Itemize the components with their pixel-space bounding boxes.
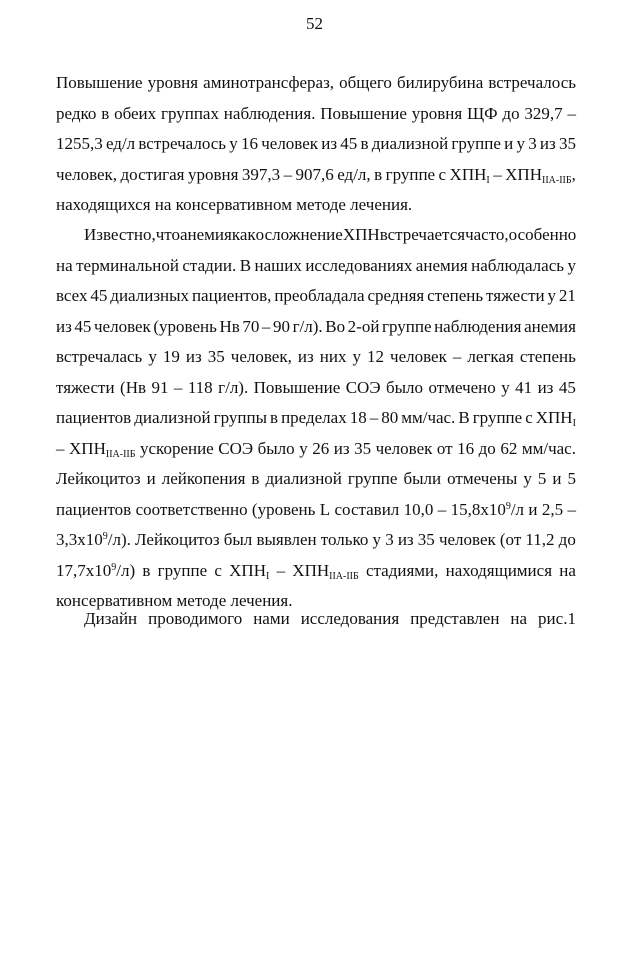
word: г/л).: [218, 377, 249, 397]
word: Повышение: [320, 103, 407, 123]
word: ускорение: [140, 438, 214, 458]
word: $15,8x10^9/л$: [450, 499, 525, 519]
word: –: [173, 377, 183, 397]
word: группе: [472, 408, 523, 427]
word: Лейкоцитоз: [56, 469, 141, 488]
word: из: [397, 530, 414, 549]
word: –: [452, 347, 462, 366]
word: человек,: [230, 347, 292, 366]
word: $ХПН_I$: [535, 408, 576, 429]
word: и: [552, 469, 562, 488]
word: 45: [74, 316, 92, 336]
word: наблюдения.: [223, 103, 316, 123]
word: –: [261, 316, 271, 336]
word: нами: [253, 609, 290, 628]
paragraph-1-line-5: находящихся на консервативном методе лечения.: [56, 195, 413, 214]
word: из: [537, 377, 554, 397]
word: 5: [537, 469, 547, 488]
word: ед/л: [105, 134, 136, 153]
word: легкая: [467, 347, 514, 366]
word: на: [510, 609, 528, 628]
word: 62: [500, 438, 518, 458]
word: было: [385, 377, 424, 397]
word: СОЭ: [345, 377, 381, 397]
word: $17,7x10^9/л$): [56, 560, 136, 580]
word: от: [436, 438, 453, 458]
word: тяжести: [56, 377, 115, 397]
text-line-with-superscripts: [56, 525, 576, 556]
word: на: [559, 560, 576, 580]
word: у: [547, 286, 557, 305]
word: в: [374, 164, 383, 184]
paragraph-2-line-13: консервативном методе лечения.: [56, 591, 293, 610]
word: 10,0: [403, 499, 434, 519]
word: проводимого: [148, 609, 243, 628]
word: В: [458, 408, 470, 427]
word: ед/л,: [337, 164, 371, 184]
text-line: [56, 190, 576, 221]
word: человек: [93, 316, 151, 336]
text-line-with-subscripts: [56, 403, 576, 434]
word: в: [101, 103, 110, 123]
word: лейкопения: [161, 469, 246, 488]
word: общего: [339, 73, 392, 92]
word: соответственно: [135, 499, 248, 519]
text-line: [56, 220, 576, 251]
word: из: [56, 316, 72, 336]
word: до: [558, 530, 576, 549]
paragraph-3-line-1: [84, 604, 576, 635]
word: представлен: [410, 609, 500, 628]
word: 329,7: [524, 103, 563, 123]
word: Известно,: [84, 225, 156, 244]
word: аминотрансфераз,: [203, 73, 335, 92]
word: тяжести: [486, 286, 545, 305]
word: в: [251, 469, 260, 488]
word: группах: [160, 103, 219, 123]
word: группе: [385, 164, 436, 184]
text-line: [56, 99, 576, 130]
word: 2,5: [541, 499, 564, 519]
word: (уровень: [153, 316, 217, 336]
word: диализной: [265, 469, 342, 488]
word: L: [319, 499, 331, 519]
word: 80: [381, 408, 399, 427]
word: уровня: [411, 103, 463, 123]
word: уровня: [147, 73, 199, 92]
text-line-with-superscripts: [56, 495, 576, 526]
word: $ХПН_{IIA-IIБ}$,: [505, 164, 576, 186]
word: ЩФ: [467, 103, 498, 123]
word: 1255,3: [56, 134, 103, 153]
word: до: [478, 438, 496, 458]
word: 91: [151, 377, 169, 397]
word: (Нв: [120, 377, 146, 397]
word: 70: [242, 316, 260, 336]
page-number: 52: [306, 14, 323, 33]
word: 118: [187, 377, 213, 397]
word: Повышение: [253, 377, 341, 397]
word: терминальной: [76, 255, 179, 275]
word: $ХПН_{IIA-IIБ}$: [69, 438, 136, 460]
word: –: [56, 438, 65, 458]
word: человек,: [56, 164, 118, 184]
word: диализной: [134, 408, 211, 427]
word: мм/час.: [521, 438, 576, 458]
word: 18: [349, 408, 367, 427]
word: группы: [213, 408, 268, 427]
text-line: [56, 281, 576, 312]
word: отмечены: [447, 469, 518, 488]
word: 11,2: [525, 530, 555, 549]
word: пределах: [281, 408, 347, 427]
word: у: [567, 255, 576, 275]
word: группе: [347, 469, 398, 488]
text-line-with-subscripts: [56, 434, 576, 465]
word: наблюдения: [434, 316, 522, 336]
word: у: [516, 134, 525, 153]
word: обеих: [114, 103, 157, 123]
word: что: [155, 225, 180, 244]
word: группе: [382, 316, 432, 336]
paragraph-1: [56, 68, 576, 221]
word: человек: [261, 134, 319, 153]
word: Повышение: [56, 73, 143, 92]
word: группе: [451, 134, 501, 153]
word: анемия: [524, 316, 576, 336]
word: как: [231, 225, 256, 244]
word: $ХПН_I$: [229, 560, 270, 582]
word: всех: [56, 286, 88, 305]
word: –: [276, 560, 286, 580]
text-line: [56, 251, 576, 282]
paragraph-2-line-11: [56, 525, 576, 556]
word: выявлен: [256, 530, 317, 549]
word: Во: [325, 316, 346, 336]
word: из: [321, 134, 338, 153]
word: до: [502, 103, 520, 123]
word: степень: [427, 286, 484, 305]
paragraph-2-line-12: [56, 556, 576, 587]
word: Лейкоцитоз: [135, 530, 220, 549]
word: пациентов: [56, 408, 132, 427]
word: человек: [390, 347, 447, 366]
word: наблюдалась: [471, 255, 565, 275]
paragraph-2-line-8: [56, 434, 576, 465]
word: пациентов,: [191, 286, 272, 305]
word: стадиями,: [366, 560, 439, 580]
paragraph-2-line-10: [56, 495, 576, 526]
word: $3,3x10^9/л$).: [56, 530, 131, 549]
word: был: [223, 530, 253, 549]
word: –: [369, 408, 379, 427]
word: 16: [241, 134, 258, 153]
word: 2-ой: [347, 316, 380, 336]
word: встречалось: [138, 134, 227, 153]
word: –: [283, 164, 293, 184]
paragraph-2-line-3: [56, 281, 576, 312]
paragraph-2-line-7: [56, 403, 576, 434]
text-line-with-subscripts: [56, 160, 576, 191]
paragraph-2-line-6: [56, 373, 576, 404]
word: были: [403, 469, 442, 488]
word: встречалась: [56, 347, 143, 366]
word: в: [360, 134, 369, 153]
word: 35: [354, 438, 372, 458]
word: из: [539, 134, 556, 153]
word: Нв: [219, 316, 240, 336]
text-line: [56, 312, 576, 343]
word: человек: [375, 438, 433, 458]
word: стадии.: [182, 255, 237, 275]
word: 12: [367, 347, 385, 366]
word: в: [270, 408, 279, 427]
word: 35: [207, 347, 225, 366]
word: мм/час.: [401, 408, 456, 427]
word: 35: [417, 530, 435, 549]
word: часто,: [465, 225, 509, 244]
paragraph-3: [56, 604, 576, 635]
word: них: [319, 347, 347, 366]
word: пациентов: [56, 499, 132, 519]
paragraph-1-line-2: [56, 99, 576, 130]
word: 45: [90, 286, 108, 305]
word: г/л).: [292, 316, 323, 336]
word: –: [567, 499, 576, 519]
paragraph-2-line-2: [56, 251, 576, 282]
word: $ХПН_I$: [449, 164, 490, 186]
paragraph-1-line-4: [56, 160, 576, 191]
word: 35: [558, 134, 576, 153]
word: диализных: [110, 286, 190, 305]
word: встречалось: [488, 73, 576, 92]
text-line: [56, 373, 576, 404]
word: рис.1: [538, 609, 576, 628]
word: из: [185, 347, 202, 366]
word: СОЭ: [218, 438, 254, 458]
word: группе: [157, 560, 208, 580]
text-line: [56, 604, 576, 635]
word: осложнение: [255, 225, 343, 244]
text-line: [56, 68, 576, 99]
word: 907,6: [295, 164, 334, 184]
word: 19: [162, 347, 180, 366]
paragraph-2-line-4: [56, 312, 576, 343]
word: исследования: [300, 609, 400, 628]
word: из: [333, 438, 350, 458]
word: 5: [567, 469, 576, 488]
word: $ХПН_{IIA-IIБ}$: [292, 560, 359, 582]
paragraph-2-line-9: [56, 464, 576, 495]
paragraph-2-line-1: [84, 220, 576, 251]
word: исследованиях: [305, 255, 413, 275]
text-line-with-subscripts: [56, 556, 576, 587]
word: у: [372, 530, 382, 549]
word: у: [501, 377, 510, 397]
word: В: [239, 255, 252, 275]
word: особенно: [508, 225, 577, 244]
word: –: [493, 164, 502, 184]
word: –: [437, 499, 447, 519]
word: встречается: [379, 225, 466, 244]
word: 21: [558, 286, 576, 305]
word: человек: [438, 530, 496, 549]
word: в: [142, 560, 151, 580]
word: на: [56, 255, 73, 275]
word: только: [320, 530, 369, 549]
word: составил: [334, 499, 400, 519]
word: 45: [340, 134, 358, 153]
word: и: [504, 134, 514, 153]
word: анемия: [179, 225, 232, 244]
word: и: [146, 469, 156, 488]
text-line: [56, 342, 576, 373]
word: 3: [528, 134, 537, 153]
word: у: [229, 134, 238, 153]
word: (от: [499, 530, 522, 549]
word: у: [299, 438, 308, 458]
word: и: [528, 499, 538, 519]
word: с: [214, 560, 222, 580]
paragraph-1-line-3: [56, 129, 576, 160]
word: редко: [56, 103, 97, 123]
word: диализной: [371, 134, 449, 153]
paragraph-1-line-1: [56, 68, 576, 99]
word: средняя: [367, 286, 425, 305]
word: 397,3: [241, 164, 281, 184]
word: 41: [515, 377, 533, 397]
word: было: [257, 438, 295, 458]
text-line: [56, 464, 576, 495]
word: 3: [385, 530, 394, 549]
word: (уровень: [251, 499, 316, 519]
paragraph-2: [56, 220, 576, 617]
word: у: [352, 347, 361, 366]
paragraph-2-line-5: [56, 342, 576, 373]
word: 26: [312, 438, 330, 458]
word: достигая: [120, 164, 185, 184]
word: отмечено: [428, 377, 496, 397]
word: находящимися: [445, 560, 553, 580]
word: –: [567, 103, 576, 123]
word: из: [297, 347, 314, 366]
word: анемия: [415, 255, 468, 275]
word: билирубина: [396, 73, 484, 92]
word: 16: [457, 438, 475, 458]
word: ХПН: [342, 225, 380, 244]
word: с: [438, 164, 447, 184]
word: наших: [254, 255, 302, 275]
word: преобладала: [274, 286, 365, 305]
word: у: [148, 347, 157, 366]
word: степень: [519, 347, 576, 366]
word: 90: [272, 316, 290, 336]
text-line: [56, 129, 576, 160]
word: Дизайн: [84, 609, 138, 628]
word: уровня: [187, 164, 239, 184]
word: 45: [558, 377, 576, 397]
word: у: [523, 469, 532, 488]
word: с: [525, 408, 533, 427]
